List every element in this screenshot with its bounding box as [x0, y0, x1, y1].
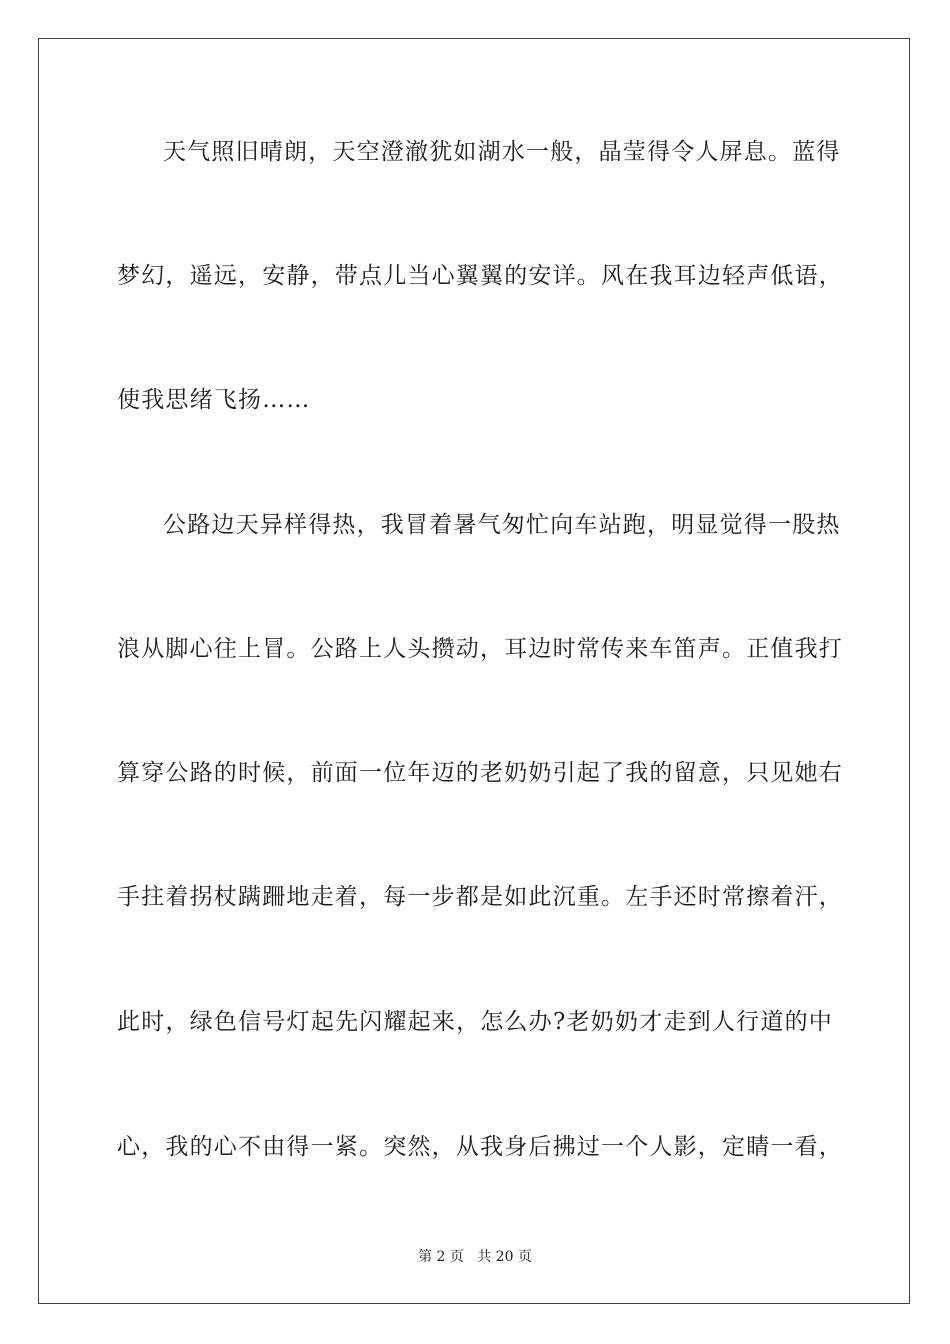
paragraph-1-line-1: 天气照旧晴朗，天空澄澈犹如湖水一般，晶莹得令人屏息。蓝得 [163, 139, 841, 165]
paragraph-2-line-4: 手拄着拐杖蹒跚地走着，每一步都是如此沉重。左手还时常擦着汗， [117, 884, 843, 910]
paragraph-2-line-1: 公路边天异样得热，我冒着暑气匆忙向车站跑，明显觉得一股热 [163, 512, 841, 538]
page-border [38, 38, 910, 1304]
paragraph-2-line-3: 算穿公路的时候，前面一位年迈的老奶奶引起了我的留意，只见她右 [117, 760, 843, 786]
paragraph-1-line-3: 使我思绪飞扬…… [117, 387, 311, 413]
page-number-footer: 第 2 页 共 20 页 [418, 1249, 532, 1265]
paragraph-1-line-2: 梦幻，遥远，安静，带点儿当心翼翼的安详。风在我耳边轻声低语， [117, 263, 843, 289]
paragraph-2-line-6: 心，我的心不由得一紧。突然，从我身后拂过一个人影，定睛一看， [117, 1134, 843, 1160]
paragraph-2-line-5: 此时，绿色信号灯起先闪耀起来，怎么办?老奶奶才走到人行道的中 [117, 1009, 833, 1035]
paragraph-2-line-2: 浪从脚心往上冒。公路上人头攒动，耳边时常传来车笛声。正值我打 [117, 636, 843, 662]
